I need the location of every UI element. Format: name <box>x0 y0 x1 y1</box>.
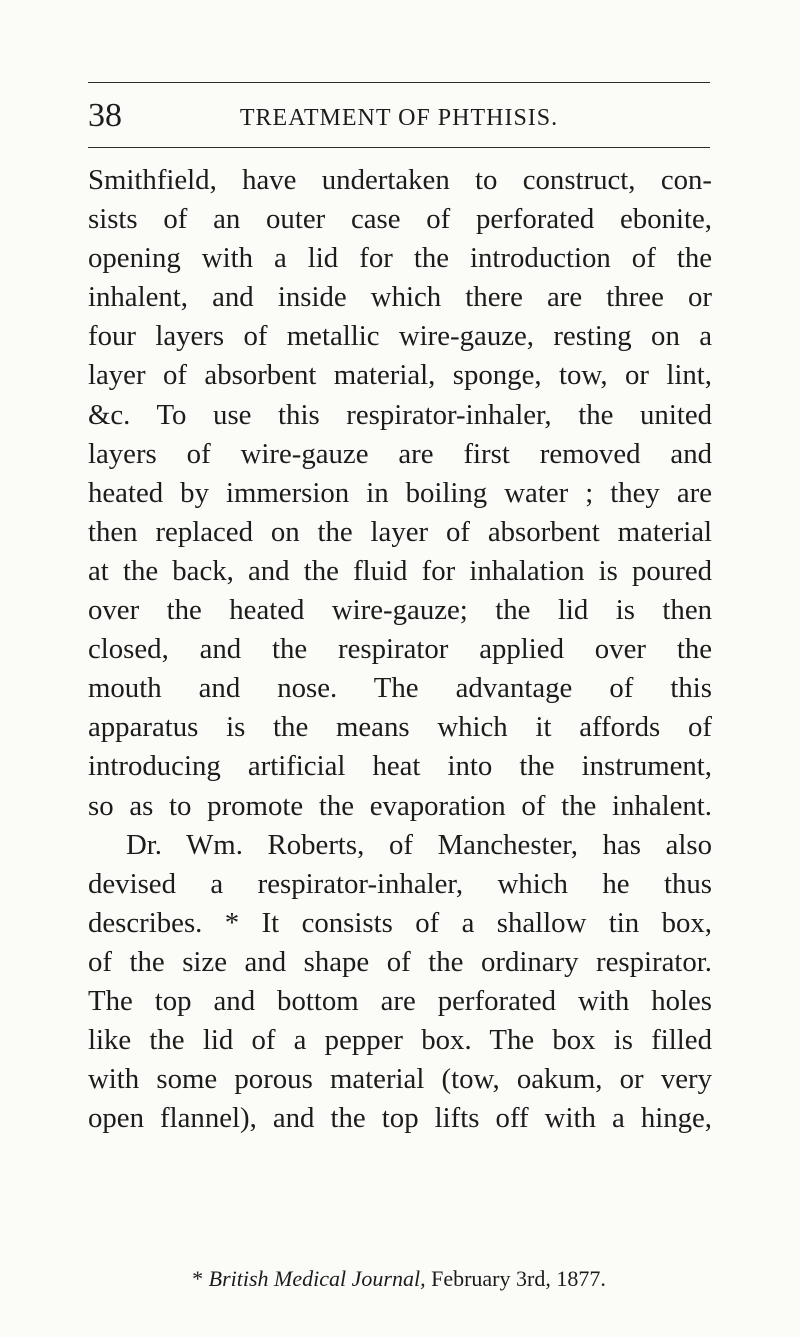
text-line: like the lid of a pepper box. The box is filled <box>88 1024 712 1057</box>
text-line: with some porous material (tow, oakum, or very <box>88 1063 712 1096</box>
text-line: layer of absorbent material, sponge, tow, or lint, <box>88 359 712 392</box>
text-line: closed, and the respirator applied over the <box>88 633 712 666</box>
text-line: opening with a lid for the introduction of the <box>88 242 712 275</box>
running-head: TREATMENT OF PHTHISIS. <box>239 105 559 131</box>
text-line: then replaced on the layer of absorbent material <box>88 515 712 548</box>
text-line: devised a respirator-inhaler, which he thus <box>88 867 712 900</box>
page-number: 38 <box>88 97 122 134</box>
text-line: sists of an outer case of perforated ebonite, <box>88 203 712 236</box>
text-line: open flannel), and the top lifts off with a hinge, <box>88 1102 712 1135</box>
text-line: introducing artificial heat into the instrument, <box>88 750 712 783</box>
footnote-journal: British Medical Journal, <box>208 1266 426 1291</box>
text-line: describes. * It consists of a shallow tin box, <box>88 906 712 939</box>
text-line: heated by immersion in boiling water ; they are <box>88 476 712 509</box>
footnote-date: February 3rd, 1877. <box>431 1266 606 1291</box>
text-line: layers of wire-gauze are first removed and <box>88 437 712 470</box>
text-line: &c. To use this respirator-inhaler, the united <box>88 398 712 431</box>
text-line: Smithfield, have undertaken to construct, con- <box>88 164 712 196</box>
paragraph-start-line: Dr. Wm. Roberts, of Manchester, has also <box>126 828 712 861</box>
header-top-rule <box>88 82 710 83</box>
text-line: over the heated wire-gauze; the lid is then <box>88 594 712 627</box>
text-line: apparatus is the means which it affords of <box>88 711 712 744</box>
text-line: of the size and shape of the ordinary respirator. <box>88 945 712 978</box>
text-line: inhalent, and inside which there are three or <box>88 281 712 314</box>
text-line: mouth and nose. The advantage of this <box>88 672 712 705</box>
page-header <box>88 96 710 136</box>
text-line: so as to promote the evaporation of the inhalent. <box>88 789 712 822</box>
footnote <box>88 1264 710 1294</box>
footnote-marker: * <box>192 1266 204 1291</box>
text-line: four layers of metallic wire-gauze, resting on a <box>88 320 712 353</box>
header-bottom-rule <box>88 147 710 148</box>
text-line: at the back, and the fluid for inhalation is poured <box>88 554 712 587</box>
text-line: The top and bottom are perforated with holes <box>88 984 712 1017</box>
body-text <box>88 161 712 1138</box>
